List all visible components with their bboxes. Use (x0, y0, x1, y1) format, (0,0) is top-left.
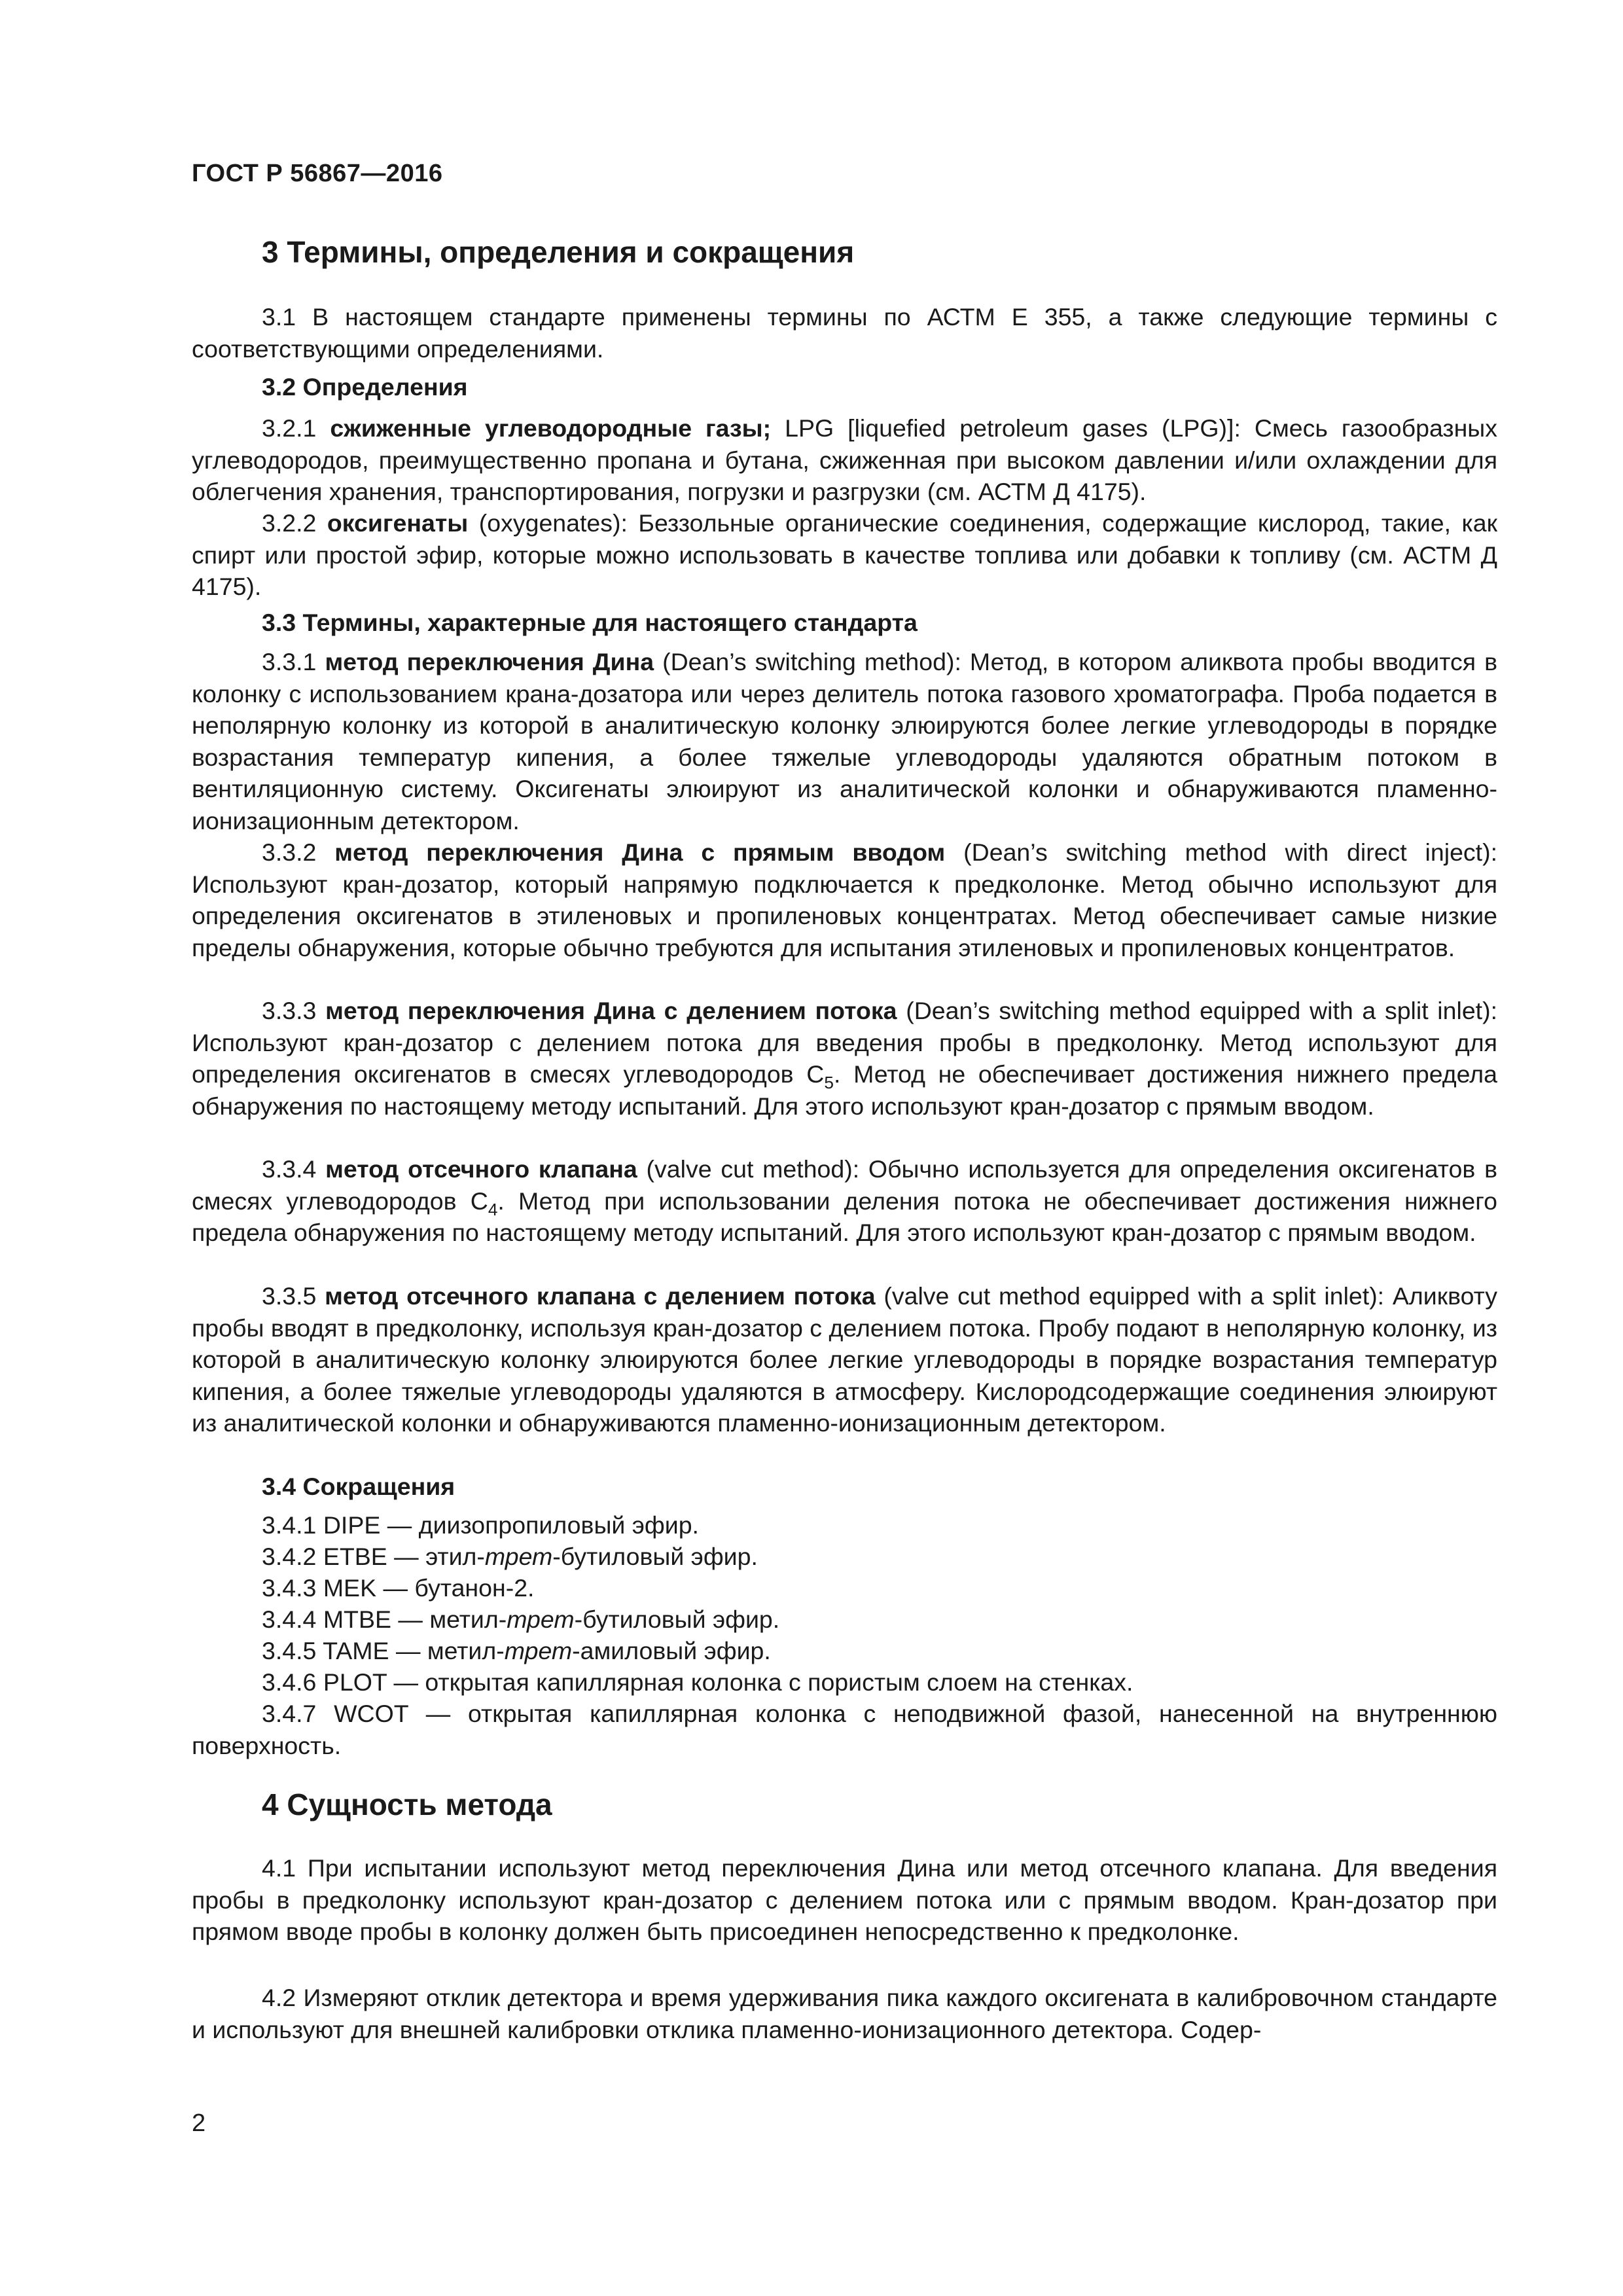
definition-3-3-3: 3.3.3 метод переключения Дина с делением потока (Dean’s switching method equipped with a split inlet): Используют кран-дозатор с делением потока для введения пробы в предколонку. Метод используют для определения оксигенатов в смесях углеводородов $C_5$. Метод не обеспечивает достижения нижнего предела обнаружения по настоящему методу испытаний. Для этого используют кран-дозатор с прямым вводом. (192, 997, 1497, 1120)
standard-designation: ГОСТ Р 56867—2016 (192, 160, 443, 187)
abbreviation-3-4-2: 3.4.2 ETBE — этил-трет-бутиловый эфир. (262, 1543, 758, 1570)
term: метод переключения Дина с делением потока (325, 997, 897, 1024)
term: метод переключения Дина с прямым вводом (334, 838, 946, 866)
subheading-3-2: 3.2 Определения (262, 373, 468, 401)
page-number: 2 (192, 2109, 206, 2137)
paragraph-4-1: 4.1 При испытании используют метод переключения Дина или метод отсечного клапана. Для введения пробы в предколонку используют кран-дозатор с делением потока или с прямым вводом. Кран-дозатор при прямом вводе пробы в колонку должен быть присоединен непосредственно к предколонке. (192, 1854, 1497, 1945)
section-4-title: 4 Сущность метода (262, 1787, 552, 1821)
paragraph-3-1: 3.1 В настоящем стандарте применены термины по АСТМ Е 355, а также следующие термины с соответствующими определениями. (192, 303, 1497, 363)
term: метод переключения Дина (325, 648, 654, 675)
definition-3-3-5: 3.3.5 метод отсечного клапана с делением потока (valve cut method equipped with a split inlet): Аликвоту пробы вводят в предколонку, используя кран-дозатор с делением потока. Пробу подают в неполярную колонку, из которой в аналитическую колонку элюируются более легкие углеводороды в порядке возрастания температур кипения, а более тяжелые углеводороды удаляются в атмосферу. Кислородсодержащие соединения элюируют из аналитической колонки и обнаруживаются пламенно-ионизационным детектором. (192, 1282, 1497, 1437)
term: сжиженные углеводородные газы; (330, 414, 772, 442)
term: метод отсечного клапана (325, 1155, 637, 1183)
definition-3-3-1: 3.3.1 метод переключения Дина (Dean’s switching method): Метод, в котором аликвота пробы вводится в колонку с использованием крана-дозатора или через делитель потока газового хроматографа. Проба подается в неполярную колонку из которой в аналитическую колонку элюируются более легкие углеводороды в порядке возрастания температур кипения, а более тяжелые углеводороды удаляются обратным потоком в вентиляционную систему. Оксигенаты элюируют из аналитической колонки и обнаруживаются пламенно-ионизационным детектором. (192, 648, 1497, 834)
term: оксигенаты (327, 509, 469, 537)
abbreviation-3-4-3: 3.4.3 MEK — бутанон-2. (262, 1574, 535, 1602)
section-3-title: 3 Термины, определения и сокращения (262, 235, 855, 269)
abbreviation-3-4-7: 3.4.7 WCOT — открытая капиллярная колонка с неподвижной фазой, нанесенной на внутреннюю поверхность. (192, 1700, 1497, 1759)
definition-3-2-2: 3.2.2 оксигенаты (oxygenates): Беззольные органические соединения, содержащие кислород, такие, как спирт или простой эфир, которые можно использовать в качестве топлива или добавки к топливу (см. АСТМ Д 4175). (192, 509, 1497, 600)
abbreviation-3-4-4: 3.4.4 MTBE — метил-трет-бутиловый эфир. (262, 1605, 780, 1633)
paragraph-4-2: 4.2 Измеряют отклик детектора и время удерживания пика каждого оксигената в калибровочном стандарте и используют для внешней калибровки отклика пламенно-ионизационного детектора. Содер- (192, 1984, 1497, 2043)
subheading-3-4: 3.4 Сокращения (262, 1473, 455, 1500)
definition-3-2-1: 3.2.1 сжиженные углеводородные газы; LPG [liquefied petroleum gases (LPG)]: Смесь газообразных углеводородов, преимущественно пропана и бутана, сжиженная при высоком давлении и/или охлаждении для облегчения хранения, транспортирования, погрузки и разгрузки (см. АСТМ Д 4175). (192, 414, 1498, 505)
definition-3-3-4: 3.3.4 метод отсечного клапана (valve cut method): Обычно используется для определения оксигенатов в смесях углеводородов $C_4$. Метод при использовании деления потока не обеспечивает достижения нижнего предела обнаружения по настоящему методу испытаний. Для этого используют кран-дозатор с прямым вводом. (192, 1155, 1497, 1246)
abbreviation-3-4-5: 3.4.5 TAME — метил-трет-амиловый эфир. (262, 1637, 771, 1664)
definition-3-3-2: 3.3.2 метод переключения Дина с прямым вводом (Dean’s switching method with direct inject): Используют кран-дозатор, который напрямую подключается к предколонке. Метод обычно используют для определения оксигенатов в этиленовых и пропиленовых концентратах. Метод обеспечивает самые низкие пределы обнаружения, которые обычно требуются для испытания этиленовых и пропиленовых концентратов. (192, 838, 1498, 961)
abbreviation-3-4-1: 3.4.1 DIPE — диизопропиловый эфир. (262, 1511, 699, 1539)
term: метод отсечного клапана с делением потока (325, 1282, 876, 1310)
abbreviation-3-4-6: 3.4.6 PLOT — открытая капиллярная колонка с пористым слоем на стенках. (262, 1668, 1133, 1696)
subheading-3-3: 3.3 Термины, характерные для настоящего стандарта (262, 609, 918, 636)
